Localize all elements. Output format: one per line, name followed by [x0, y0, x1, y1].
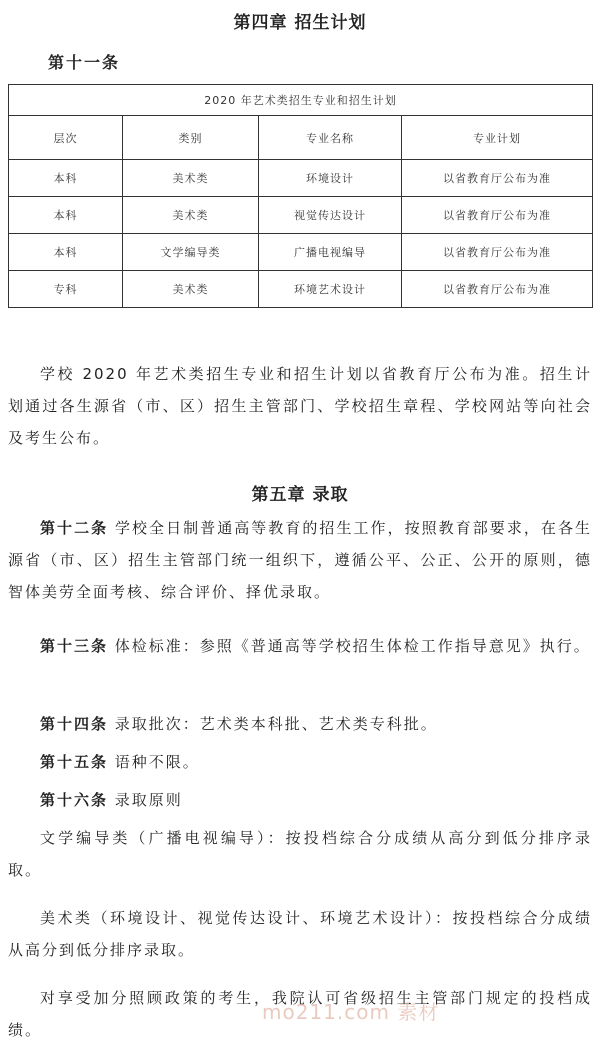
cell-category: 文学编导类	[123, 234, 259, 271]
intro-paragraph: 学校 2020 年艺术类招生专业和招生计划以省教育厅公布为准。招生计划通过各生源省（市、区）招生主管部门、学校招生章程、学校网站等向社会及考生公布。	[8, 365, 592, 447]
header-major-plan: 专业计划	[402, 116, 593, 160]
header-level: 层次	[9, 116, 123, 160]
cell-major-plan: 以省教育厅公布为准	[402, 271, 593, 308]
cell-category: 美术类	[123, 197, 259, 234]
table-row	[9, 197, 593, 234]
article-12-heading: 第十二条	[40, 519, 109, 537]
cell-major-plan: 以省教育厅公布为准	[402, 197, 593, 234]
article-14-paragraph	[8, 708, 592, 740]
article-13-text: 体检标准：参照《普通高等学校招生体检工作指导意见》执行。	[108, 637, 591, 655]
article-12-text: 学校全日制普通高等教育的招生工作，按照教育部要求，在各生源省（市、区）招生主管部门统一组织下，遵循公平、公正、公开的原则，德智体美劳全面考核、综合评价、择优录取。	[8, 519, 592, 601]
principle-bonus-paragraph: 对享受加分照顾政策的考生，我院认可省级招生主管部门规定的投档成绩。	[8, 989, 592, 1039]
cell-category: 美术类	[123, 271, 259, 308]
table-row	[9, 234, 593, 271]
principle-fine-arts-paragraph: 美术类（环境设计、视觉传达设计、环境艺术设计）：按投档综合分成绩从高分到低分排序录取。	[8, 909, 592, 959]
cell-major-plan: 以省教育厅公布为准	[402, 234, 593, 271]
header-category: 类别	[123, 116, 259, 160]
article-16-text: 录取原则	[108, 791, 183, 809]
cell-major-name: 视觉传达设计	[259, 197, 402, 234]
header-major-name: 专业名称	[259, 116, 402, 160]
table-row	[9, 160, 593, 197]
article-16-paragraph	[8, 784, 592, 816]
cell-level: 本科	[9, 160, 123, 197]
cell-major-name: 环境艺术设计	[259, 271, 402, 308]
article-15-heading: 第十五条	[40, 753, 109, 771]
article-15-paragraph	[8, 746, 592, 778]
table-header-row	[9, 116, 593, 160]
cell-major-name: 环境设计	[259, 160, 402, 197]
article-16-heading: 第十六条	[40, 791, 109, 809]
article-14-text: 录取批次：艺术类本科批、艺术类专科批。	[108, 715, 438, 733]
cell-level: 本科	[9, 197, 123, 234]
cell-level: 本科	[9, 234, 123, 271]
article-13-heading: 第十三条	[40, 637, 109, 655]
enrollment-plan-table	[8, 84, 593, 308]
table-row	[9, 271, 593, 308]
article-12-paragraph	[8, 512, 592, 608]
cell-category: 美术类	[123, 160, 259, 197]
watermark: mo211.com 素材	[262, 1000, 440, 1024]
article-11-heading: 第十一条	[48, 53, 121, 72]
cell-major-name: 广播电视编导	[259, 234, 402, 271]
chapter-4-title: 第四章 招生计划	[233, 13, 367, 33]
article-14-heading: 第十四条	[40, 715, 109, 733]
principle-literature-paragraph: 文学编导类（广播电视编导）：按投档综合分成绩从高分到低分排序录取。	[8, 829, 592, 879]
chapter-5-title: 第五章 录取	[251, 485, 349, 505]
table-caption-row	[9, 85, 593, 116]
article-13-paragraph	[8, 630, 592, 662]
cell-major-plan: 以省教育厅公布为准	[402, 160, 593, 197]
cell-level: 专科	[9, 271, 123, 308]
table-caption: 2020 年艺术类招生专业和招生计划	[9, 85, 593, 116]
article-15-text: 语种不限。	[108, 753, 200, 771]
